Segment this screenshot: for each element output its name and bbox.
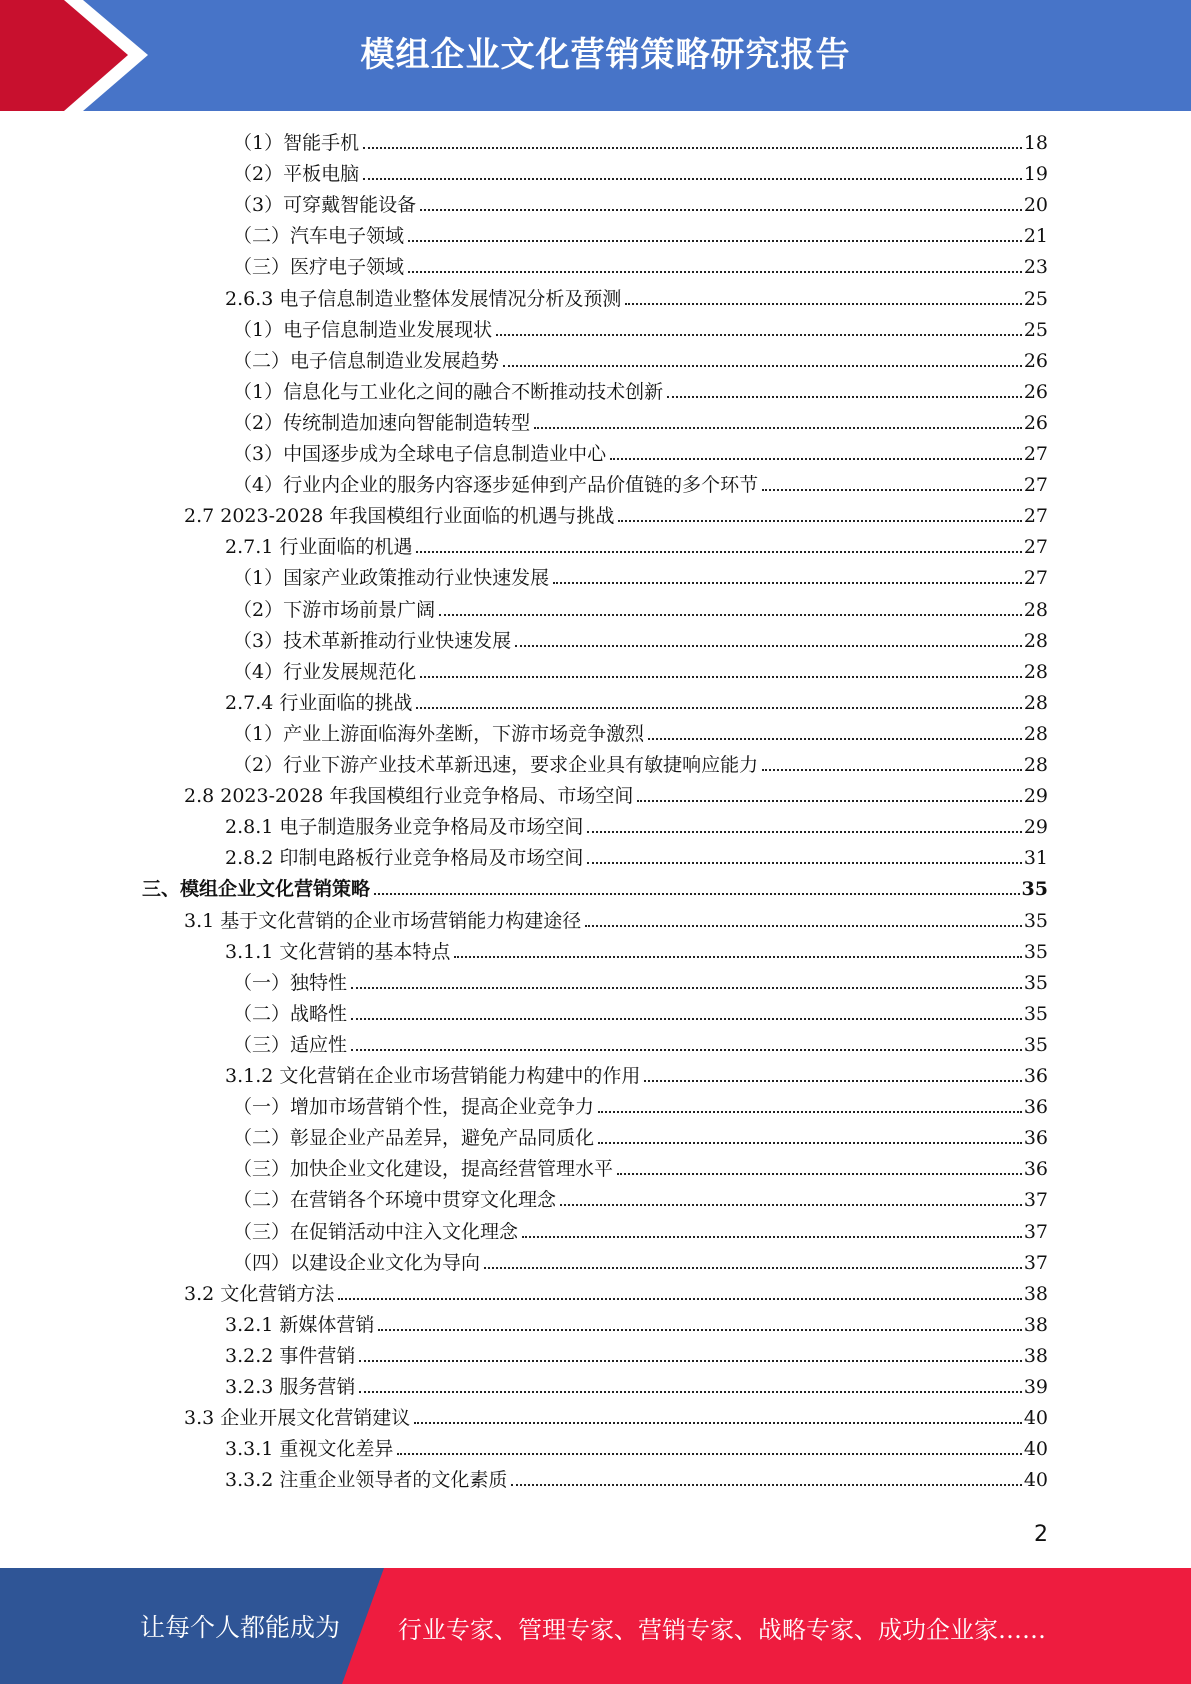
toc-entry-label: 3.2.2 事件营销 [225, 1344, 356, 1367]
toc-entry-label: 3.2 文化营销方法 [184, 1282, 335, 1305]
toc-entry-label: （1）智能手机 [233, 132, 360, 154]
toc-dot-leader [637, 800, 1021, 802]
toc-dot-leader [454, 956, 1021, 958]
toc-entry[interactable] [225, 841, 1048, 869]
toc-dot-leader [585, 925, 1022, 927]
toc-entry[interactable] [233, 468, 1048, 496]
toc-dot-leader [618, 520, 1021, 522]
toc-entry[interactable] [225, 1059, 1048, 1087]
toc-dot-leader [363, 178, 1022, 180]
toc-dot-leader [416, 707, 1021, 709]
toc-dot-leader [511, 1484, 1021, 1486]
toc-entry[interactable] [233, 250, 1048, 278]
toc-entry-page: 39 [1023, 1376, 1048, 1398]
toc-entry[interactable] [233, 717, 1048, 745]
toc-entry-page: 26 [1023, 349, 1048, 372]
toc-entry-page: 29 [1023, 785, 1048, 808]
toc-dot-leader [644, 1080, 1021, 1082]
toc-dot-leader [414, 1422, 1022, 1424]
toc-entry-label: （四）以建设企业文化为导向 [233, 1251, 481, 1274]
toc-dot-leader [762, 769, 1022, 771]
toc-entry-label: （1）电子信息制造业发展现状 [233, 318, 493, 341]
toc-entry-label: （1）产业上游面临海外垄断，下游市场竞争激烈 [233, 722, 645, 745]
toc-entry[interactable] [233, 593, 1048, 621]
toc-entry[interactable] [233, 624, 1048, 652]
toc-dot-leader [522, 1236, 1022, 1238]
toc-dot-leader [439, 614, 1022, 616]
toc-entry-page: 29 [1023, 816, 1048, 839]
toc-entry-label: （二）彰显企业产品差异，避免产品同质化 [233, 1127, 595, 1150]
toc-entry-page: 27 [1023, 474, 1048, 497]
toc-entry-page: 25 [1023, 318, 1048, 341]
toc-entry-label: 2.6.3 电子信息制造业整体发展情况分析及预测 [225, 287, 622, 310]
toc-entry-label: （二）汽车电子领域 [233, 225, 405, 248]
toc-entry-label: （二）电子信息制造业发展趋势 [233, 349, 500, 372]
toc-entry-page: 28 [1023, 691, 1048, 714]
toc-entry[interactable] [184, 1277, 1048, 1305]
toc-entry[interactable] [233, 1121, 1048, 1149]
toc-entry-page: 35 [1021, 878, 1048, 901]
toc-dot-leader [351, 1049, 1022, 1051]
page-number: 2 [1034, 1522, 1048, 1547]
toc-entry-page: 40 [1023, 1469, 1048, 1492]
toc-entry-label: （一）独特性 [233, 971, 348, 994]
toc-entry-label: 三、模组企业文化营销策略 [142, 878, 371, 901]
toc-dot-leader [420, 676, 1022, 678]
toc-entry-label: （2）平板电脑 [233, 163, 360, 186]
toc-entry[interactable] [225, 1463, 1048, 1491]
toc-entry-page: 36 [1023, 1127, 1048, 1150]
toc-dot-leader [496, 334, 1022, 336]
toc-entry-page: 36 [1023, 1158, 1048, 1181]
toc-entry-page: 27 [1023, 567, 1048, 590]
toc-dot-leader [667, 396, 1022, 398]
toc-entry-label: （三）适应性 [233, 1033, 348, 1056]
toc-dot-leader [610, 458, 1022, 460]
toc-dot-leader [484, 1267, 1022, 1269]
toc-entry-page: 37 [1023, 1189, 1048, 1212]
toc-entry[interactable] [225, 1432, 1048, 1460]
toc-entry[interactable] [233, 1215, 1048, 1243]
toc-entry-page: 35 [1023, 909, 1048, 932]
toc-entry[interactable] [233, 748, 1048, 776]
toc-entry-page: 38 [1023, 1344, 1048, 1367]
toc-entry-label: （2）传统制造加速向智能制造转型 [233, 411, 531, 434]
toc-entry-label: （三）医疗电子领域 [233, 256, 405, 279]
toc-dot-leader [503, 365, 1022, 367]
toc-entry-page: 28 [1023, 598, 1048, 621]
toc-entry[interactable] [233, 1183, 1048, 1211]
toc-dot-leader [359, 1360, 1021, 1362]
toc-entry-page: 28 [1023, 754, 1048, 776]
toc-entry-label: 2.7 2023-2028 年我国模组行业面临的机遇与挑战 [184, 505, 615, 528]
toc-dot-leader [534, 427, 1022, 429]
toc-dot-leader [363, 147, 1022, 149]
toc-entry-label: 3.2.3 服务营销 [225, 1376, 356, 1398]
toc-entry-label: 3.3.1 重视文化差异 [225, 1438, 394, 1461]
toc-entry[interactable] [184, 1401, 1048, 1429]
toc-dot-leader [408, 240, 1022, 242]
toc-entry-label: （一）增加市场营销个性，提高企业竞争力 [233, 1096, 595, 1119]
toc-entry-label: （3）技术革新推动行业快速发展 [233, 629, 512, 652]
toc-dot-leader [587, 862, 1021, 864]
footer-slogan-right: 行业专家、管理专家、营销专家、战略专家、成功企业家…… [398, 1616, 1046, 1644]
toc-entry-label: （二）在营销各个环境中贯穿文化理念 [233, 1189, 557, 1212]
toc-entry[interactable] [233, 126, 1048, 154]
toc-entry[interactable] [233, 406, 1048, 434]
toc-entry[interactable] [184, 779, 1048, 807]
toc-entry-label: 2.7.1 行业面临的机遇 [225, 536, 413, 559]
toc-entry-label: 3.3 企业开展文化营销建议 [184, 1407, 411, 1430]
toc-dot-leader [338, 1298, 1022, 1300]
toc-entry-page: 31 [1023, 847, 1048, 870]
toc-dot-leader [648, 738, 1022, 740]
toc-entry[interactable] [233, 1152, 1048, 1180]
toc-entry[interactable] [233, 313, 1048, 341]
toc-dot-leader [598, 1142, 1022, 1144]
toc-entry-page: 35 [1023, 971, 1048, 994]
toc-dot-leader [408, 271, 1022, 273]
toc-entry[interactable] [233, 655, 1048, 683]
toc-entry[interactable] [184, 499, 1048, 527]
toc-dot-leader [351, 987, 1022, 989]
toc-entry[interactable] [233, 1028, 1048, 1056]
page-footer [0, 1568, 1191, 1684]
toc-entry[interactable] [225, 530, 1048, 558]
toc-entry-label: 2.8.2 印制电路板行业竞争格局及市场空间 [225, 847, 584, 870]
toc-entry-page: 19 [1023, 163, 1048, 186]
toc-entry-page: 38 [1023, 1313, 1048, 1336]
toc-entry[interactable] [233, 219, 1048, 247]
toc-entry-page: 27 [1023, 536, 1048, 559]
toc-entry[interactable] [233, 188, 1048, 216]
toc-entry[interactable] [233, 437, 1048, 465]
toc-entry[interactable] [225, 935, 1048, 963]
toc-entry-page: 26 [1023, 380, 1048, 403]
toc-dot-leader [416, 551, 1021, 553]
toc-entry-page: 36 [1023, 1065, 1048, 1087]
toc-entry-page: 35 [1023, 1033, 1048, 1056]
toc-entry-label: 3.1.1 文化营销的基本特点 [225, 940, 451, 963]
toc-entry-page: 21 [1023, 225, 1048, 248]
toc-dot-leader [617, 1173, 1022, 1175]
toc-entry[interactable] [225, 686, 1048, 714]
toc-entry-page: 28 [1023, 722, 1048, 745]
toc-entry-label: 2.7.4 行业面临的挑战 [225, 691, 413, 714]
toc-entry[interactable] [233, 1246, 1048, 1274]
toc-entry-page: 40 [1023, 1438, 1048, 1461]
toc-entry-page: 40 [1023, 1407, 1048, 1430]
toc-entry-label: 2.8.1 电子制造服务业竞争格局及市场空间 [225, 816, 584, 839]
toc-entry-label: （三）在促销活动中注入文化理念 [233, 1220, 519, 1243]
toc-entry[interactable] [225, 1370, 1048, 1398]
toc-dot-leader [515, 645, 1022, 647]
page-header [0, 0, 1191, 111]
toc-entry-page: 28 [1023, 660, 1048, 683]
toc-entry-page: 26 [1023, 411, 1048, 434]
toc-entry-label: （3）中国逐步成为全球电子信息制造业中心 [233, 443, 607, 465]
document-title: 模组企业文化营销策略研究报告 [360, 35, 851, 75]
toc-entry-page: 35 [1023, 1002, 1048, 1025]
toc-entry[interactable] [184, 904, 1048, 932]
toc-dot-leader [625, 303, 1021, 305]
toc-entry[interactable] [233, 157, 1048, 185]
toc-dot-leader [420, 209, 1022, 211]
toc-entry-label: 3.3.2 注重企业领导者的文化素质 [225, 1469, 508, 1492]
toc-dot-leader [553, 582, 1022, 584]
toc-entry[interactable] [233, 375, 1048, 403]
toc-dot-leader [359, 1391, 1021, 1393]
toc-entry[interactable] [233, 997, 1048, 1025]
toc-entry-page: 37 [1023, 1220, 1048, 1243]
toc-entry[interactable] [225, 282, 1048, 310]
toc-entry-label: （4）行业内企业的服务内容逐步延伸到产品价值链的多个环节 [233, 474, 759, 497]
toc-dot-leader [351, 1018, 1022, 1020]
toc-entry-label: 3.1 基于文化营销的企业市场营销能力构建途径 [184, 909, 582, 932]
toc-entry-label: （4）行业发展规范化 [233, 660, 417, 683]
toc-entry-label: （2）行业下游产业技术革新迅速，要求企业具有敏捷响应能力 [233, 754, 759, 776]
toc-entry-page: 20 [1023, 194, 1048, 217]
toc-entry-label: 3.1.2 文化营销在企业市场营销能力构建中的作用 [225, 1065, 641, 1087]
toc-entry-label: （3）可穿戴智能设备 [233, 194, 417, 217]
toc-entry-label: （1）国家产业政策推动行业快速发展 [233, 567, 550, 590]
toc-entry-page: 23 [1023, 256, 1048, 279]
toc-entry-page: 36 [1023, 1096, 1048, 1119]
toc-entry[interactable] [233, 1090, 1048, 1118]
toc-entry-page: 38 [1023, 1282, 1048, 1305]
toc-entry-label: 2.8 2023-2028 年我国模组行业竞争格局、市场空间 [184, 785, 634, 808]
toc-entry-page: 28 [1023, 629, 1048, 652]
toc-entry-page: 25 [1023, 287, 1048, 310]
toc-dot-leader [374, 893, 1020, 895]
toc-entry-label: （1）信息化与工业化之间的融合不断推动技术创新 [233, 380, 664, 403]
toc-entry-page: 27 [1023, 505, 1048, 528]
toc-dot-leader [762, 489, 1022, 491]
toc-entry[interactable] [142, 872, 1048, 900]
toc-entry[interactable] [225, 1308, 1048, 1336]
toc-entry[interactable] [233, 561, 1048, 589]
toc-entry[interactable] [233, 966, 1048, 994]
toc-dot-leader [397, 1453, 1021, 1455]
toc-entry-page: 35 [1023, 940, 1048, 963]
toc-entry-label: （二）战略性 [233, 1002, 348, 1025]
toc-dot-leader [378, 1329, 1021, 1331]
toc-entry-page: 27 [1023, 443, 1048, 465]
toc-entry-label: （三）加快企业文化建设，提高经营管理水平 [233, 1158, 614, 1181]
toc-entry[interactable] [225, 1339, 1048, 1367]
toc-entry-label: 3.2.1 新媒体营销 [225, 1313, 375, 1336]
toc-entry-page: 37 [1023, 1251, 1048, 1274]
toc-dot-leader [560, 1204, 1022, 1206]
toc-dot-leader [587, 831, 1021, 833]
toc-entry-label: （2）下游市场前景广阔 [233, 598, 436, 621]
footer-slogan-left: 让每个人都能成为 [140, 1613, 341, 1642]
toc-entry-page: 18 [1023, 132, 1048, 154]
toc-entry[interactable] [225, 810, 1048, 838]
toc-entry[interactable] [233, 344, 1048, 372]
toc-dot-leader [598, 1111, 1022, 1113]
